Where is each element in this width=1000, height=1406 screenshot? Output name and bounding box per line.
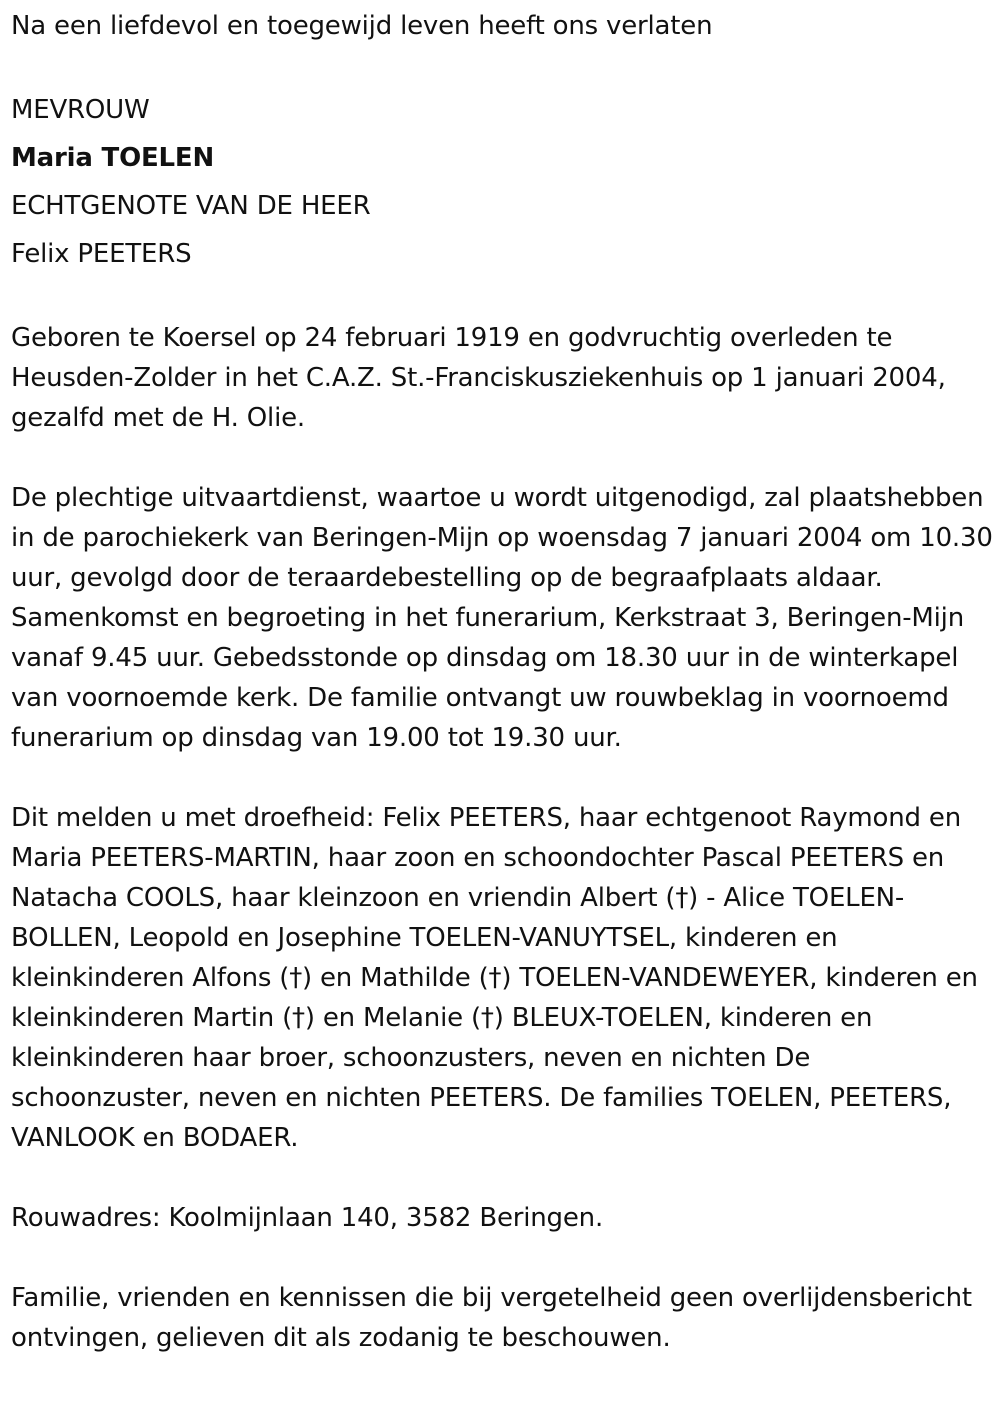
spacer [11, 438, 993, 478]
spacer [11, 1158, 993, 1198]
intro-line: Na een liefdevol en toegewijd leven heeft ons verlaten [11, 11, 713, 41]
spouse-name: Felix PEETERS [11, 239, 192, 269]
name-block [11, 86, 993, 278]
spacer [11, 46, 993, 86]
spacer [11, 278, 993, 318]
family-paragraph: Dit melden u met droefheid: Felix PEETERS, haar echtgenoot Raymond en Maria PEETERS-MARTIN, haar zoon en schoondochter Pascal PEETERS en Natacha COOLS, haar kleinzoon en vriendin Albert (†) - Alice TOELEN-BOLLEN, Leopold en Josephine TOELEN-VANUYTSEL, kinderen en kleinkinderen Alfons (†) en Mathilde (†) TOELEN-VANDEWEYER, kinderen en kleinkinderen Martin (†) en Melanie (†) BLEUX-TOELEN, kinderen en kleinkinderen haar broer, schoonzusters, neven en nichten De schoonzuster, neven en nichten PEETERS. De families TOELEN, PEETERS, VANLOOK en BODAER. [11, 803, 978, 1153]
funeral-paragraph: De plechtige uitvaartdienst, waartoe u wordt uitgenodigd, zal plaatshebben in de parochiekerk van Beringen-Mijn op woensdag 7 januari 2004 om 10.30 uur, gevolgd door de teraardebestelling op de begraafplaats aldaar. Samenkomst en begroeting in het funerarium, Kerkstraat 3, Beringen-Mijn vanaf 9.45 uur. Gebedsstonde op dinsdag om 18.30 uur in de winterkapel van voornoemde kerk. De familie ontvangt uw rouwbeklag in voornoemd funerarium op dinsdag van 19.00 tot 19.30 uur. [11, 483, 993, 753]
obituary-document [11, 6, 993, 1358]
relation-line: ECHTGENOTE VAN DE HEER [11, 191, 371, 221]
title-prefix: MEVROUW [11, 95, 150, 125]
deceased-name: Maria TOELEN [11, 143, 215, 173]
closing-paragraph: Familie, vrienden en kennissen die bij vergetelheid geen overlijdensbericht ontvingen, gelieven dit als zodanig te beschouwen. [11, 1283, 972, 1353]
birth-death-paragraph: Geboren te Koersel op 24 februari 1919 en godvruchtig overleden te Heusden-Zolder in het C.A.Z. St.-Franciskusziekenhuis op 1 januari 2004, gezalfd met de H. Olie. [11, 323, 946, 433]
spacer [11, 758, 993, 798]
address-line: Rouwadres: Koolmijnlaan 140, 3582 Beringen. [11, 1203, 604, 1233]
spacer [11, 1238, 993, 1278]
